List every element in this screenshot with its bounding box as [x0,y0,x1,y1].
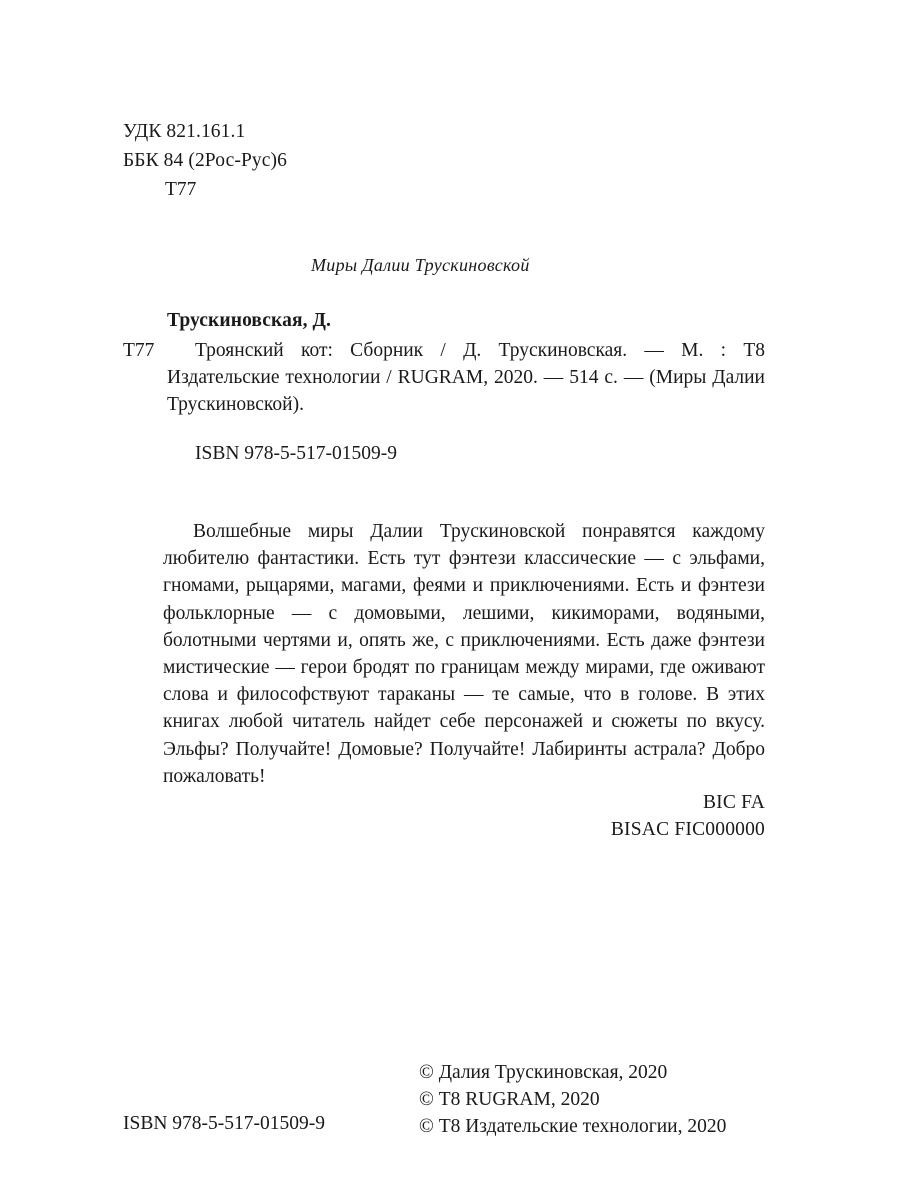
card-citation: Троянский кот: Сборник / Д. Трускиновская. — М. : Т8 Издательские технологии / RUGRAM, 2020. — 514 с. — (Миры Далии Трускиновской). [167,340,765,415]
subject-codes [365,789,765,843]
card-shelf-mark: Т77 [123,340,155,361]
footer-isbn: ISBN 978-5-517-01509-9 [123,1113,326,1134]
card-citation-row [123,337,765,418]
copyright-line-publisher: © Т8 Издательские технологии, 2020 [419,1116,727,1137]
card-author-heading: Трускиновская, Д. [167,310,332,331]
catalogue-card [123,307,765,467]
bbk-code: ББК 84 (2Рос-Рус)6 [123,150,287,171]
card-isbn: ISBN 978-5-517-01509-9 [195,443,398,464]
annotation-paragraph: Волшебные миры Далии Трускиновской понравятся каждому любителю фантастики. Есть тут фэнтези классические — с эльфами, гномами, рыцарями, магами, феями и приключениями. Есть и фэнтези фольклорные — с домовыми, лешими, кикиморами, водяными, болотными чертями и, опять же, с приключениями. Есть даже фэнтези мистические — герои бродят по границам между мирами, где оживают слова и философствуют тараканы — те самые, что в голове. В этих книгах любой читатель найдет себе персонажей и сюжеты по вкусу. Эльфы? Получайте! Домовые? Получайте! Лабиринты астрала? Добро пожаловать! [163,521,765,787]
udk-code: УДК 821.161.1 [123,121,246,142]
copyright-line-author: © Далия Трускиновская, 2020 [419,1062,668,1083]
bic-code: BIC FA [702,792,765,813]
copyright-line-rugram: © Т8 RUGRAM, 2020 [419,1089,600,1110]
shelf-mark-code: Т77 [165,179,197,200]
classification-codes [123,117,287,204]
copyright-block [419,1059,726,1140]
bisac-code: BISAC FIC000000 [610,819,765,840]
series-title: Миры Далии Трускиновской [311,255,530,275]
